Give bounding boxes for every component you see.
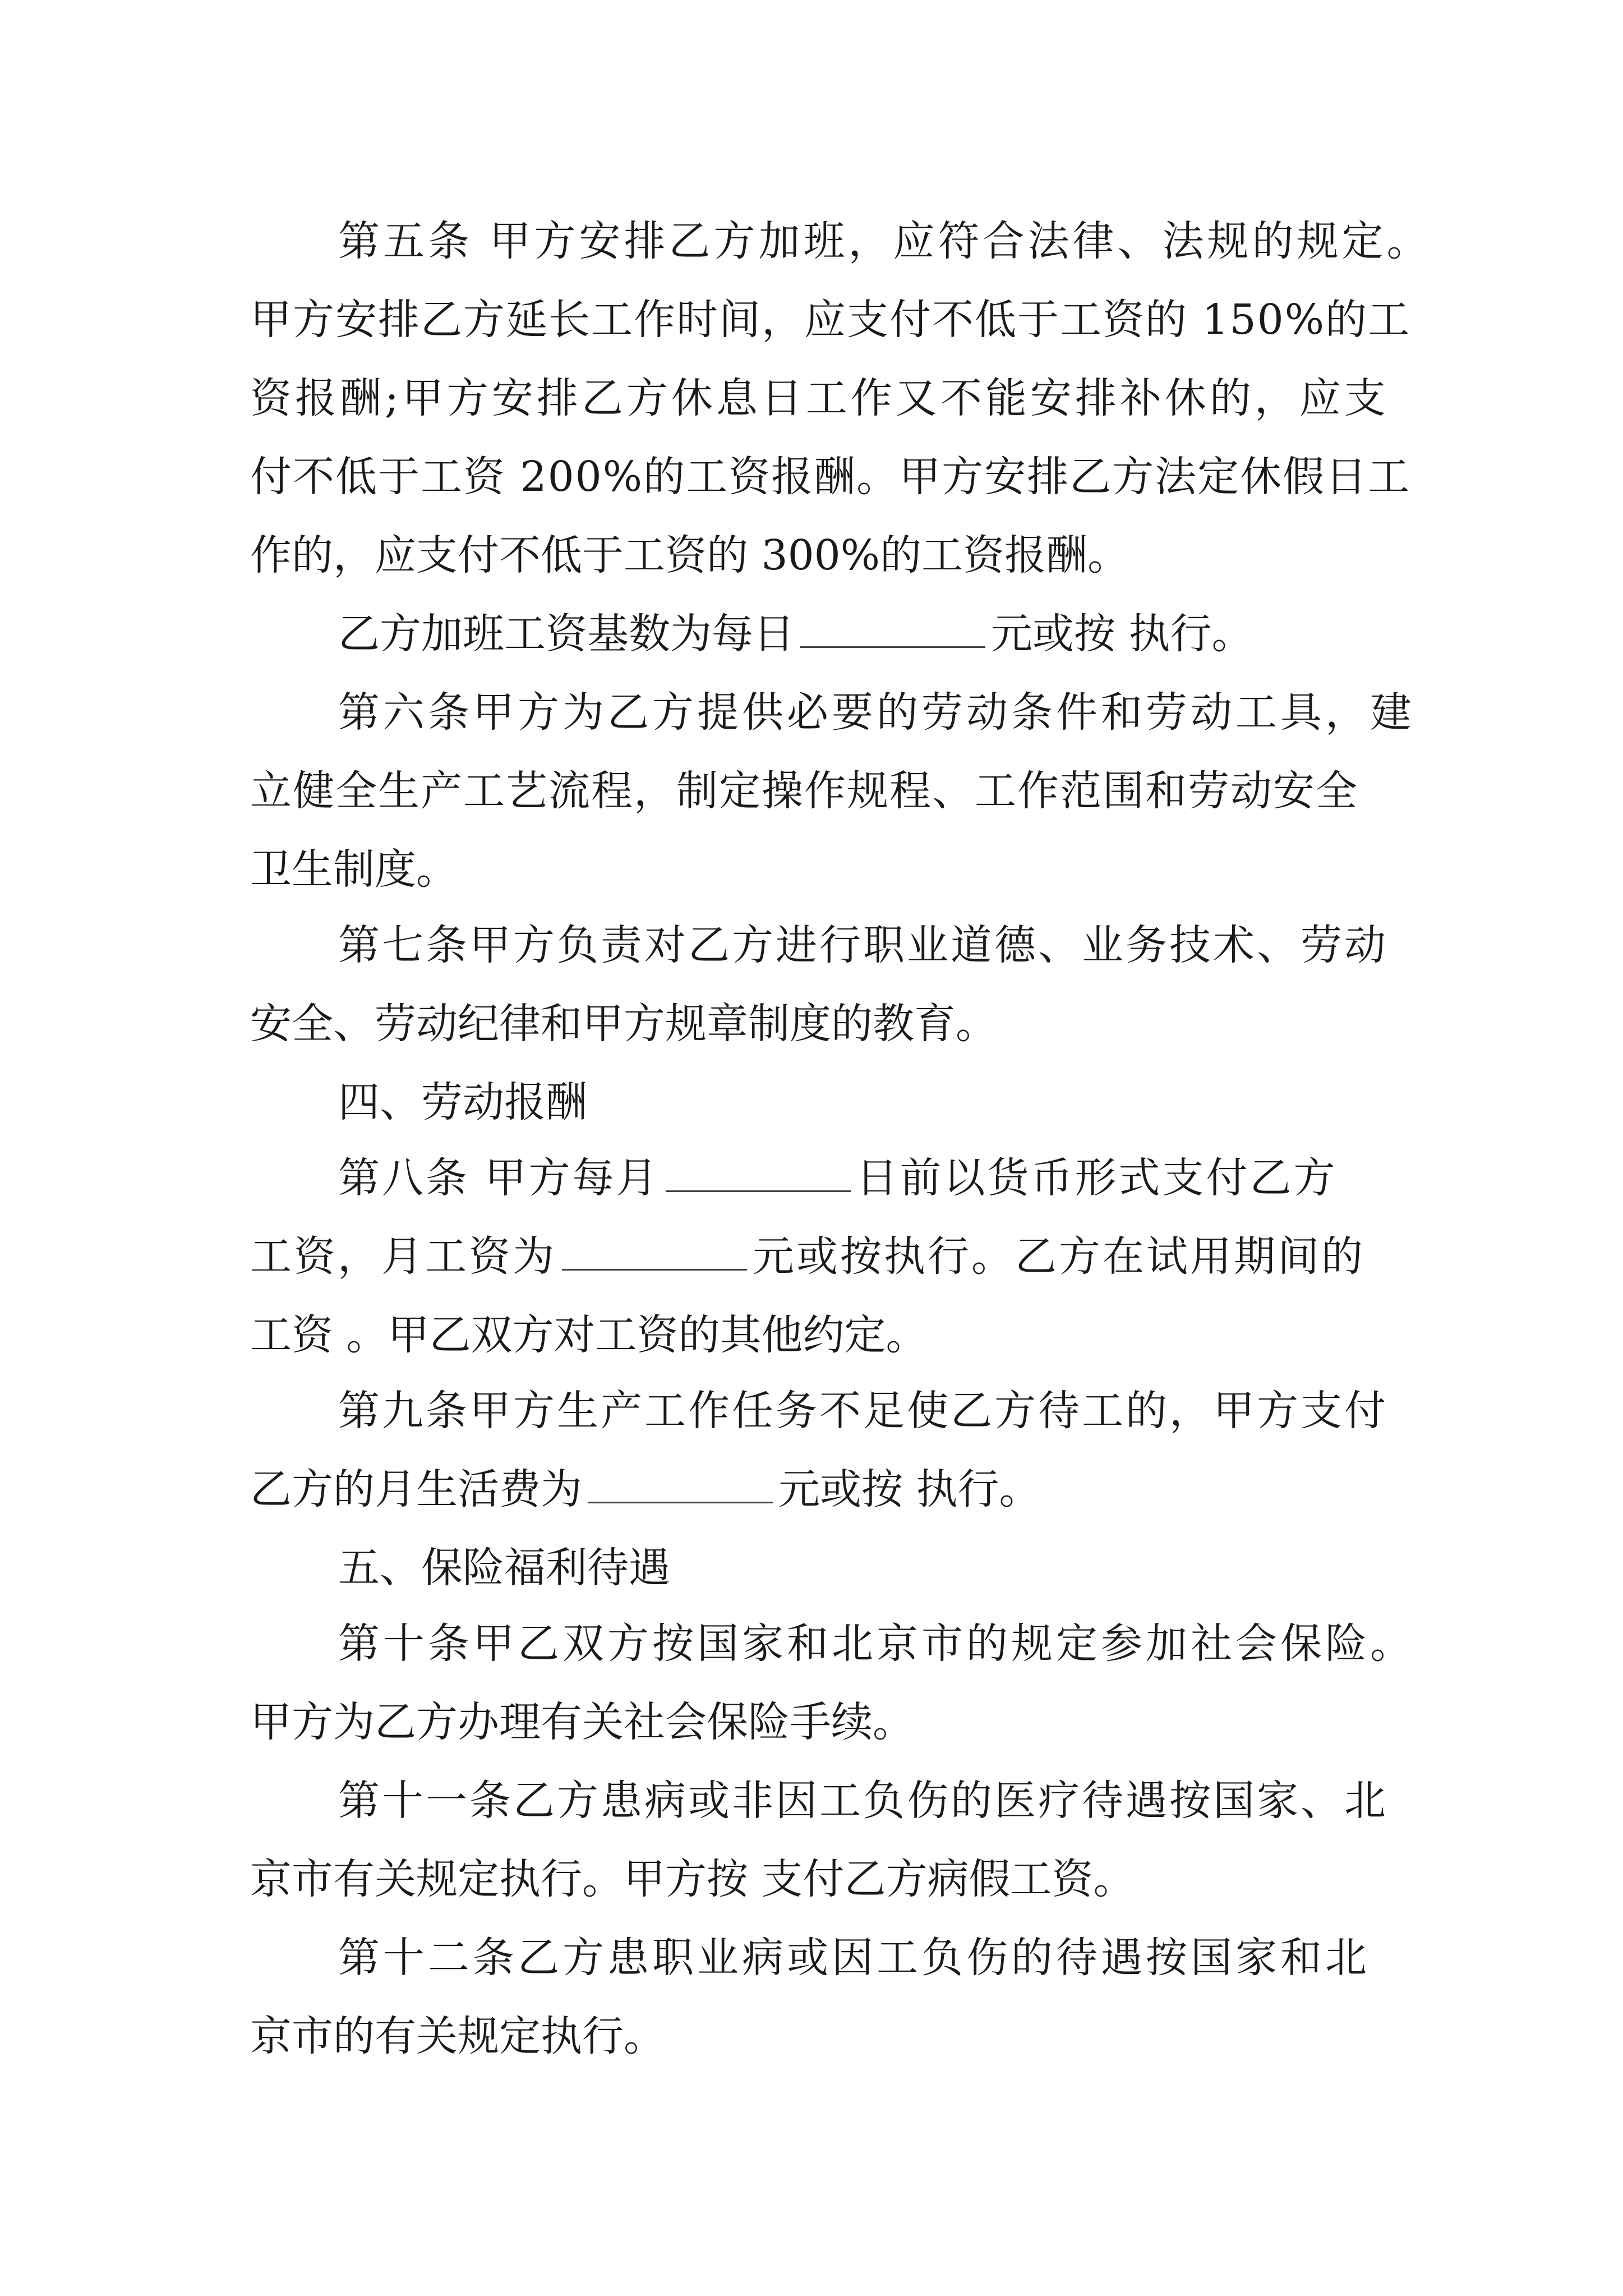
article-5-line-5: 作的，应支付不低于工资的 300%的工资报酬。 <box>250 531 1129 579</box>
section-5-heading: 五、保险福利待遇 <box>338 1544 670 1592</box>
living-allowance-blank <box>588 1469 773 1503</box>
article-6-line-2: 立健全生产工艺流程，制定操作规程、工作范围和劳动安全 <box>250 767 1358 815</box>
article-6-line-3: 卫生制度。 <box>250 845 458 894</box>
article-5-line-2: 甲方安排乙方延长工作时间，应支付不低于工资的 150%的工 <box>250 296 1411 344</box>
article-5-line-4: 付不低于工资 200%的工资报酬。甲方安排乙方法定休假日工 <box>250 453 1411 501</box>
monthly-wage-blank <box>562 1236 747 1271</box>
pay-day-blank <box>666 1158 851 1192</box>
article-8-text-c: 工资，月工资为 <box>250 1232 556 1281</box>
article-7-line-1: 第七条甲方负责对乙方进行职业道德、业务技术、劳动 <box>338 921 1388 969</box>
article-10-line-1: 第十条甲乙双方按国家和北京市的规定参加社会保险。 <box>338 1619 1415 1668</box>
article-5-line-3: 资报酬;甲方安排乙方休息日工作又不能安排补休的，应支 <box>250 374 1389 422</box>
article-8-line-3: 工资 。甲乙双方对工资的其他约定。 <box>250 1311 928 1359</box>
section-4-heading: 四、劳动报酬 <box>338 1078 587 1126</box>
article-12-line-2: 京市的有关规定执行。 <box>250 2012 665 2060</box>
article-9-text-b: 元或按 执行。 <box>778 1465 1041 1513</box>
overtime-base-line <box>338 606 1253 662</box>
article-11-line-1: 第十一条乙方患病或非因工负伤的医疗待遇按国家、北 <box>338 1777 1388 1825</box>
article-8-line-2 <box>250 1228 1365 1285</box>
article-7-line-2: 安全、劳动纪律和甲方规章制度的教育。 <box>250 1000 997 1048</box>
article-11-line-2: 京市有关规定执行。甲方按 支付乙方病假工资。 <box>250 1855 1135 1903</box>
overtime-base-suffix: 元或按 执行。 <box>991 610 1253 658</box>
article-9-text-a: 乙方的月生活费为 <box>250 1465 582 1513</box>
article-9-line-1: 第九条甲方生产工作任务不足使乙方待工的，甲方支付 <box>338 1387 1388 1435</box>
article-8-text-b: 日前以货币形式支付乙方 <box>856 1154 1338 1202</box>
article-8-text-d: 元或按执行。乙方在试用期间的 <box>753 1232 1365 1281</box>
article-6-line-1: 第六条甲方为乙方提供必要的劳动条件和劳动工具，建 <box>338 688 1415 737</box>
overtime-base-blank <box>800 614 985 648</box>
article-10-line-2: 甲方为乙方办理有关社会保险手续。 <box>250 1698 914 1746</box>
article-12-line-1: 第十二条乙方患职业病或因工负伤的待遇按国家和北 <box>338 1934 1370 1982</box>
article-5-line-1: 第五条 甲方安排乙方加班，应符合法律、法规的规定。 <box>338 217 1432 265</box>
overtime-base-text: 乙方加班工资基数为每日 <box>338 610 795 658</box>
article-8-line-1 <box>338 1150 1338 1206</box>
article-9-line-2 <box>250 1461 1041 1517</box>
article-8-text-a: 第八条 甲方每月 <box>338 1154 660 1202</box>
